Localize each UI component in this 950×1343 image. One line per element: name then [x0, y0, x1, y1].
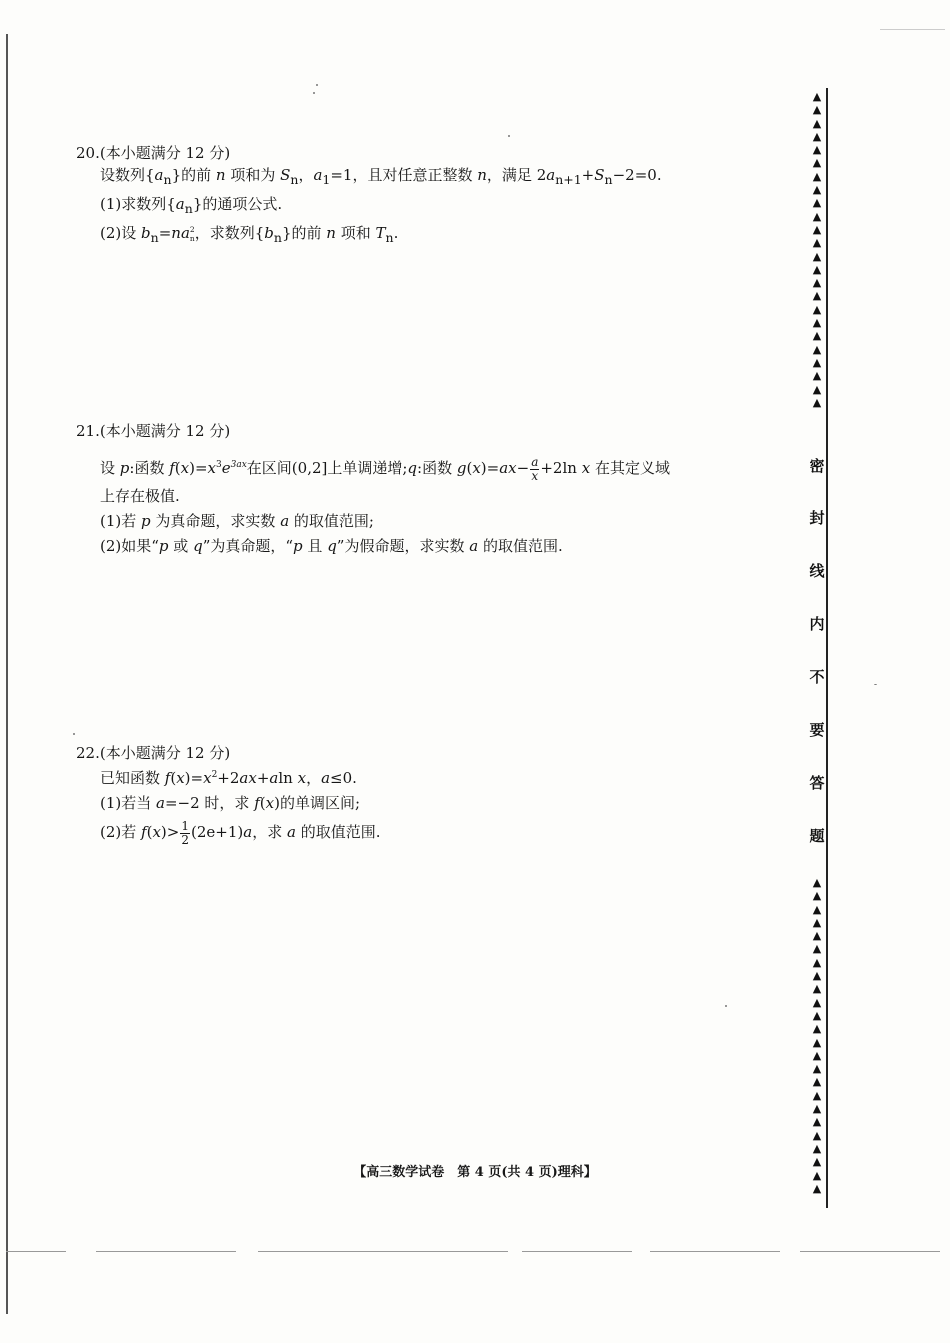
seal-char: 答	[809, 774, 825, 792]
seal-triangle-icon: ▲	[812, 1048, 822, 1062]
seal-triangle-icon: ▲	[812, 395, 822, 409]
seal-triangle-icon: ▲	[812, 183, 822, 197]
scan-speck	[725, 1005, 727, 1007]
seal-triangle-icon: ▲	[812, 289, 822, 303]
seal-triangle-icon: ▲	[812, 1128, 822, 1142]
seal-triangle-icon: ▲	[812, 876, 822, 889]
seal-triangle-icon: ▲	[812, 1141, 822, 1155]
scan-bottom-rule	[96, 1251, 236, 1252]
seal-triangle-icon: ▲	[812, 222, 822, 236]
question-body	[76, 449, 776, 559]
seal-triangle-icon: ▲	[812, 1168, 822, 1182]
question-stem: 已知函数 $f(x)=x^2+2ax+aln$ x，a≤0.	[100, 769, 357, 787]
question-score: (本小题满分 12 分)	[99, 422, 231, 440]
seal-triangle-icon: ▲	[812, 929, 822, 943]
question-score: (本小题满分 12 分)	[99, 144, 231, 162]
seal-triangle-icon: ▲	[812, 129, 822, 143]
seal-triangle-icon: ▲	[812, 262, 822, 276]
question-header	[76, 743, 776, 763]
seal-triangle-icon: ▲	[812, 1088, 822, 1102]
seal-triangle-icon: ▲	[812, 316, 822, 330]
seal-triangle-icon: ▲	[812, 1115, 822, 1129]
seal-triangle-icon: ▲	[812, 1102, 822, 1116]
seal-triangle-icon: ▲	[812, 156, 822, 170]
scan-speck	[874, 684, 877, 685]
seal-triangle-icon: ▲	[812, 342, 822, 356]
seal-triangle-icon: ▲	[812, 902, 822, 916]
question-part-2: (2)若 f(x)> $\frac{1}{2}$ (2e+1)a，求 a 的取值范围.	[100, 818, 381, 847]
seal-triangle-icon: ▲	[812, 103, 822, 117]
question-number: 20.	[76, 144, 100, 162]
scan-bottom-rule	[800, 1251, 940, 1252]
seal-triangle-icon: ▲	[812, 382, 822, 396]
seal-triangle-stack-bottom	[810, 876, 824, 1195]
seal-triangle-icon: ▲	[812, 1022, 822, 1036]
scan-speck	[508, 135, 510, 137]
seal-triangle-icon: ▲	[812, 143, 822, 157]
seal-triangle-icon: ▲	[812, 369, 822, 383]
question-header	[76, 421, 776, 441]
seal-triangle-icon: ▲	[812, 169, 822, 183]
seal-triangle-icon: ▲	[812, 209, 822, 223]
seal-triangle-icon: ▲	[812, 116, 822, 130]
scan-speck	[316, 84, 318, 86]
page-footer: 【高三数学试卷 第 4 页(共 4 页)理科】	[353, 1165, 597, 1180]
seal-triangle-icon: ▲	[812, 355, 822, 369]
question-stem: 设 p:函数 $f(x)=x^3e^{3ax}$在区间(0,2]上单调递增;q:函数 g(x)=ax− $\frac{a}{x}$ +2ln x 在其定义域	[100, 454, 670, 483]
question-number: 21.	[76, 422, 100, 440]
question-part-2: (2)设 $b_n=na$ 2 n ，求数列$\{b_n\}$的前 n 项和 $T_n$.	[100, 224, 399, 245]
question-22	[76, 743, 776, 848]
question-body	[76, 163, 776, 250]
seal-triangle-icon: ▲	[812, 1181, 822, 1195]
seal-triangle-icon: ▲	[812, 889, 822, 903]
fraction: $\frac{1}{2}$	[181, 818, 189, 847]
scan-bottom-rule	[650, 1251, 780, 1252]
question-21	[76, 421, 776, 559]
seal-char: 内	[809, 615, 825, 633]
fraction: $\frac{a}{x}$	[531, 454, 539, 483]
seal-triangle-icon: ▲	[812, 1035, 822, 1049]
seal-triangle-icon: ▲	[812, 982, 822, 996]
seal-char: 题	[809, 827, 825, 845]
seal-triangle-icon: ▲	[812, 276, 822, 290]
scan-speck	[73, 733, 75, 735]
scan-speck	[313, 92, 315, 94]
scan-left-edge	[6, 34, 8, 1314]
question-part-2: (2)如果“p 或 q”为真命题，“p 且 q”为假命题，求实数 a 的取值范围.	[100, 537, 563, 555]
seal-triangle-icon: ▲	[812, 90, 822, 103]
seal-triangle-icon: ▲	[812, 995, 822, 1009]
seal-triangle-icon: ▲	[812, 942, 822, 956]
seal-triangle-icon: ▲	[812, 196, 822, 210]
seal-char: 线	[809, 562, 825, 580]
scan-bottom-rule	[6, 1251, 66, 1252]
seal-triangle-icon: ▲	[812, 329, 822, 343]
question-part-1: (1)求数列$\{a_n\}$的通项公式.	[100, 195, 283, 216]
scan-bottom-rule	[522, 1251, 632, 1252]
question-body	[76, 763, 776, 848]
seal-triangle-icon: ▲	[812, 1008, 822, 1022]
seal-char: 密	[809, 457, 825, 475]
seal-triangle-icon: ▲	[812, 969, 822, 983]
seal-char: 封	[809, 509, 825, 527]
question-stem-continued: 上存在极值.	[100, 487, 180, 505]
question-stem: 设数列$\{a_n\}$的前 n 项和为 $S_n$，$a_1=1$，且对任意正整数 n，满足 $2a_{n+1}+S_n-2=0$.	[100, 166, 662, 187]
seal-line	[826, 88, 828, 1208]
question-number: 22.	[76, 744, 100, 762]
seal-triangle-icon: ▲	[812, 302, 822, 316]
question-header	[76, 143, 776, 163]
seal-triangle-icon: ▲	[812, 249, 822, 263]
seal-triangle-icon: ▲	[812, 1075, 822, 1089]
scan-top-rule	[880, 29, 945, 30]
question-part-1: (1)若当 a=−2 时，求 f(x)的单调区间;	[100, 794, 361, 812]
seal-char: 不	[809, 668, 825, 686]
seal-char: 要	[809, 721, 825, 739]
seal-triangle-icon: ▲	[812, 1062, 822, 1076]
seal-triangle-icon: ▲	[812, 236, 822, 250]
seal-triangle-icon: ▲	[812, 915, 822, 929]
seal-triangle-icon: ▲	[812, 955, 822, 969]
question-20	[76, 143, 776, 250]
seal-triangle-stack-top	[810, 90, 824, 409]
seal-triangle-icon: ▲	[812, 1155, 822, 1169]
question-score: (本小题满分 12 分)	[99, 744, 231, 762]
scan-bottom-rule	[258, 1251, 508, 1252]
question-part-1: (1)若 p 为真命题，求实数 a 的取值范围;	[100, 512, 374, 530]
